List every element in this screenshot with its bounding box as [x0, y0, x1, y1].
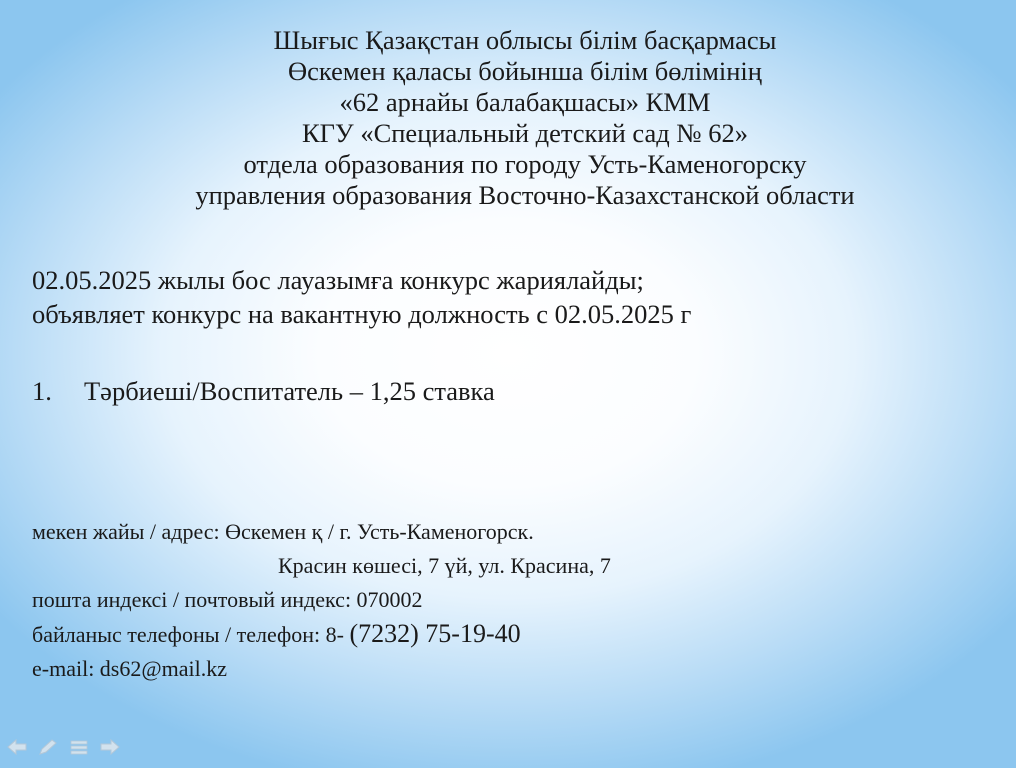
organization-header	[0, 25, 1016, 211]
email-line: e-mail: ds62@mail.kz	[32, 656, 227, 681]
address-line-2: Красин көшесі, 7 үй, ул. Красина, 7	[278, 553, 611, 578]
header-line-4: КГУ «Специальный детский сад № 62»	[301, 118, 749, 148]
arrow-right-icon[interactable]	[99, 738, 121, 756]
header-line-3: «62 арнайы балабақшасы» КММ	[339, 87, 711, 117]
arrow-left-icon[interactable]	[6, 738, 28, 756]
position-number: 1.	[32, 376, 52, 406]
phone-number: (7232) 75-19-40	[349, 619, 521, 648]
header-line-6: управления образования Восточно-Казахстанской области	[195, 180, 855, 210]
phone-line	[32, 617, 611, 652]
header-line-1: Шығыс Қазақстан облысы білім басқармасы	[273, 25, 777, 55]
pen-icon[interactable]	[37, 738, 59, 756]
postal-index: пошта индексі / почтовый индекс: 070002	[32, 587, 423, 612]
announcement-kz: 02.05.2025 жылы бос лауазымға конкурс жариялайды;	[32, 265, 644, 295]
announcement	[32, 263, 691, 331]
address-line-1: мекен жайы / адрес: Өскемен қ / г. Усть-Каменогорск.	[32, 519, 534, 544]
announcement-ru: объявляет конкурс на вакантную должность с 02.05.2025 г	[32, 299, 692, 329]
contacts-block	[32, 515, 611, 686]
slideshow-nav	[6, 738, 121, 756]
header-line-2: Өскемен қаласы бойынша білім бөлімінің	[288, 56, 762, 86]
header-line-5: отдела образования по городу Усть-Каменогорску	[243, 149, 807, 179]
phone-label: байланыс телефоны / телефон: 8-	[32, 622, 350, 647]
position-title: Тәрбиеші/Воспитатель – 1,25 ставка	[84, 376, 495, 406]
position-list-item	[32, 374, 495, 408]
menu-icon[interactable]	[68, 738, 90, 756]
